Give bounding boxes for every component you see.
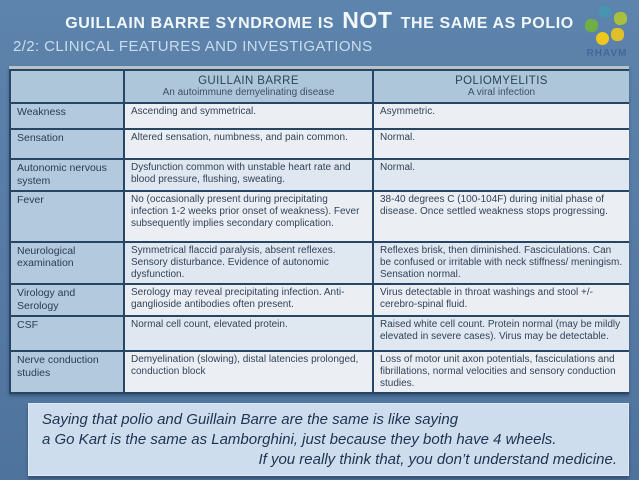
- quote-line-2: a Go Kart is the same as Lamborghini, just because they both have 4 wheels.: [42, 430, 557, 448]
- row-label-virology-serology: Virology and Serology: [11, 285, 123, 315]
- column-subtitle: An autoimmune demyelinating disease: [162, 87, 335, 98]
- column-header-empty: [11, 71, 123, 102]
- row-label-nerve-conduction-studies: Nerve conduction studies: [11, 352, 123, 393]
- title-post: THE SAME AS POLIO: [400, 15, 574, 32]
- polio-cell-virology: Virus detectable in throat washings and stool +/- cerebro-spinal fluid.: [374, 285, 629, 315]
- slide-subtitle: 2/2: CLINICAL FEATURES AND INVESTIGATIONS: [13, 38, 373, 55]
- gb-cell-virology: Serology may reveal precipitating infection. Anti-ganglioside antibodies often present.: [125, 285, 372, 315]
- logo-dot-gold-icon: [611, 28, 624, 41]
- row-label-fever: Fever: [11, 192, 123, 241]
- gb-cell-weakness: Ascending and symmetrical.: [125, 104, 372, 128]
- polio-cell-weakness: Asymmetric.: [374, 104, 629, 128]
- row-label-sensation: Sensation: [11, 130, 123, 158]
- polio-cell-neurological: Reflexes brisk, then diminished. Fasciculations. Can be confused or irritable with neck stiffness/ meningism. Sensation normal.: [374, 243, 629, 284]
- gb-cell-neurological: Symmetrical flaccid paralysis, absent reflexes. Sensory disturbance. Evidence of autonomic dysfunction.: [125, 243, 372, 284]
- polio-cell-csf: Raised white cell count. Protein normal (may be mildly elevated in severe cases). Virus may be detectable.: [374, 317, 629, 350]
- row-label-csf: CSF: [11, 317, 123, 350]
- column-title: POLIOMYELITIS: [455, 75, 548, 87]
- column-header-guillain-barre: [125, 71, 372, 102]
- column-header-poliomyelitis: [374, 71, 629, 102]
- brand-logo: [581, 4, 633, 62]
- logo-dot-olive-icon: [613, 11, 628, 26]
- title-pre: GUILLAIN BARRE SYNDROME IS: [65, 15, 335, 32]
- gb-cell-csf: Normal cell count, elevated protein.: [125, 317, 372, 350]
- logo-dot-teal-icon: [598, 5, 612, 18]
- quote-line-1: Saying that polio and Guillain Barre are the same is like saying: [42, 411, 459, 428]
- gb-cell-nerve-conduction: Demyelination (slowing), distal latencies prolonged, conduction block: [125, 352, 372, 393]
- column-subtitle: A viral infection: [467, 87, 536, 98]
- column-title: GUILLAIN BARRE: [198, 75, 299, 87]
- title-emphasis-not: NOT: [342, 7, 393, 33]
- logo-wordmark: RHAVM: [586, 48, 628, 59]
- logo-dot-yellow-icon: [596, 32, 609, 45]
- row-label-autonomic-nervous-system: Autonomic nervous system: [11, 160, 123, 190]
- page-title: [0, 0, 639, 34]
- gb-cell-autonomic: Dysfunction common with unstable heart rate and blood pressure, flushing, sweating.: [125, 160, 372, 190]
- polio-cell-nerve-conduction: Loss of motor unit axon potentials, fasciculations and fibrillations, normal velocities and sensory conduction studies.: [374, 352, 629, 393]
- comparison-table: [9, 66, 629, 394]
- polio-cell-fever: 38-40 degrees C (100-104F) during initial phase of disease. Once settled weakness stops progressing.: [374, 192, 629, 241]
- quote-line-3: If you really think that, you don’t understand medicine.: [258, 450, 617, 468]
- gb-cell-fever: No (occasionally present during precipitating infection 1-2 weeks prior onset of weakness). Fever subsequently implies secondary complication.: [125, 192, 372, 241]
- row-label-neurological-examination: Neurological examination: [11, 243, 123, 284]
- gb-cell-sensation: Altered sensation, numbness, and pain common.: [125, 130, 372, 158]
- logo-dot-green-icon: [584, 18, 599, 33]
- quote-box: [28, 403, 629, 476]
- polio-cell-autonomic: Normal.: [374, 160, 629, 190]
- row-label-weakness: Weakness: [11, 104, 123, 128]
- polio-cell-sensation: Normal.: [374, 130, 629, 158]
